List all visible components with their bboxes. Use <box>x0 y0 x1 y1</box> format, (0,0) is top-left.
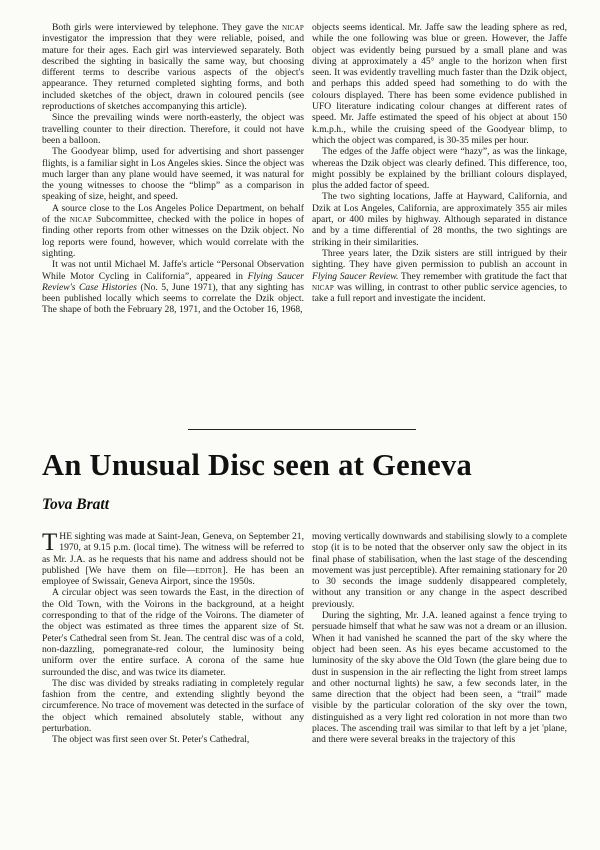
first-word: HE <box>59 531 73 542</box>
article-title: An Unusual Disc seen at Geneva <box>42 448 473 482</box>
paragraph <box>42 112 304 146</box>
paragraph-text: The object was first seen over St. Peter's Cathedral, <box>52 734 250 746</box>
paragraph <box>42 259 304 315</box>
italic-title: Flying Saucer Review. <box>312 270 399 282</box>
paragraph <box>42 587 304 677</box>
paragraph <box>312 531 567 610</box>
paragraph-text: A source close to the Los Angeles Police Department, on behalf of the <box>42 202 304 226</box>
editor-mark: editor <box>195 564 223 576</box>
paragraph <box>42 734 304 745</box>
paragraph-text: The Goodyear blimp, used for advertising and short passenger flights, is a familiar sight in Los Angeles skies. Since the object was much larger than any plane would have seemed, it was natural for the young witnesses to choose the “blimp” as a comparison in speaking of size, height, and speed. <box>42 146 304 203</box>
paragraph-text: investigator the impression that they were reliable, poised, and mature for their ages. Each girl was interviewed separately. Both described the sighting in basically the same way, but choosing different terms to describe various aspects of the object's appearance. They returned completed sighting forms, and both included sketches of the object, drawn in coloured pencils (see reproductions of sketches accompanying this article). <box>42 33 304 113</box>
paragraph <box>312 191 567 247</box>
paragraph-text: objects seems identical. Mr. Jaffe saw the leading sphere as red, while the one following was blue or green. However, the Jaffe object was evidently being pursued by a small plane and was diving at approximately a 45° angle to the horizon when first seen. It was evidently travelling much faster than the Dzik object, and perhaps this added speed had something to do with the colours displayed. There has been some evidence published in UFO literature indicating colour changes at different rates of speed. Mr. Jaffe estimated the speed of his object at about 150 k.m.p.h., while the cruising speed of the Goodyear blimp, to which the object was compared, is 30-35 miles per hour. <box>312 22 567 146</box>
top-right-column <box>312 22 567 304</box>
paragraph <box>312 248 567 304</box>
top-left-column <box>42 22 304 316</box>
paragraph-text: Three years later, the Dzik sisters are still intrigued by their sighting. They have given permission to publish an account in <box>312 247 567 271</box>
small-caps-text: nicap <box>281 22 304 33</box>
article-left-column <box>42 531 304 746</box>
paragraph-text: During the sighting, Mr. J.A. leaned against a fence trying to persuade himself that what he saw was not a dream or an illusion. When it had vanished he scanned the part of the sky where the object had been seen. As his eyes became accustomed to the luminosity of the sky above the Old Town (the glare being due to dust in suspension in the air reflecting the light from street lamps and other nocturnal lights) he saw, a few seconds later, in the same direction that the object had been seen, a “trail” made visible by the particular coloration of the sky over the town, distinguished as a very light red coloration in not more than two places. The ascending trail was similar to that left by a jet 'plane, and there were several breaks in the trajectory of this <box>312 610 567 746</box>
paragraph-text: The two sighting locations, Jaffe at Hayward, California, and Dzik at Los Angeles, California, are approximately 355 air miles apart, or 400 miles by highway. Although separated in distance and by a time differential of 28 months, the two sightings are striking in their similarities. <box>312 191 567 248</box>
paragraph <box>312 146 567 191</box>
paragraph-text: sighting was made at Saint-Jean, Geneva, on September 21, 1970, at 9.15 p.m. (local time). The witness will be referred to as Mr. J.A. as he requests that his name and address should not be published [We have them on file— <box>42 531 304 576</box>
paragraph-text: (No. 5, June 1971), that any sighting has been published locally which seems to correlate the Dzik object. The shape of both the February 28, 1971, and the October 16, 1968, <box>42 281 304 316</box>
paragraph-text: The edges of the Jaffe object were “hazy”, as was the linkage, whereas the Dzik object was clearly defined. This difference, too, might possibly be explained by the brilliant colours displayed, plus the added factor of speed. <box>312 146 567 192</box>
paragraph-text: was willing, in contrast to other public service agencies, to take a full report and investigate the incident. <box>312 281 567 305</box>
article-first-paragraph <box>42 531 304 587</box>
small-caps-text: nicap <box>312 281 335 293</box>
paragraph-text: Since the prevailing winds were north-easterly, the object was travelling counter to their direction. Therefore, it could not have been a balloon. <box>42 112 304 146</box>
paragraph-text: The disc was divided by streaks radiating in completely regular fashion from the centre, and extending slightly beyond the circumference. No trace of movement was detected in the surface of the object which remained absolutely stable, without any perturbation. <box>42 677 304 735</box>
article-right-column <box>312 531 567 746</box>
paragraph-text: They remember with gratitude the fact that <box>398 270 567 282</box>
paragraph <box>312 610 567 746</box>
paragraph <box>42 22 304 112</box>
paragraph-text: Subcommittee, checked with the police in hopes of finding other reports from other witnesses on the Dzik object. No log reports were found, however, which would correlate with the sighting. <box>42 214 304 259</box>
paragraph <box>42 203 304 259</box>
small-caps-text: nicap <box>69 214 92 226</box>
paragraph-text: ]. He has been an employee of Swissair, Geneva Airport, since the 1950s. <box>42 564 304 588</box>
paragraph <box>42 146 304 202</box>
article-author: Tova Bratt <box>42 496 110 513</box>
section-divider <box>188 429 416 430</box>
paragraph-text: It was not until Michael M. Jaffe's article “Personal Observation While Motor Cycling in California”, appeared in <box>42 259 304 282</box>
paragraph-text: Both girls were interviewed by telephone. They gave the <box>52 22 282 33</box>
italic-title: Flying Saucer Review's Case Histories <box>42 270 304 293</box>
paragraph <box>312 22 567 146</box>
paragraph <box>42 678 304 734</box>
drop-cap: T <box>42 529 58 556</box>
paragraph-text: moving vertically downwards and stabilising slowly to a complete stop (it is to be noted that the observer only saw the object in its final phase of stabilisation, when the last stage of the descending movement was just perceptible). After remaining stationary for 20 to 30 seconds the image suddenly disappeared completely, without any transition or any change in the aspect described previously. <box>312 531 567 610</box>
paragraph-text: A circular object was seen towards the East, in the direction of the Old Town, with the Voirons in the background, at a height corresponding to that of the ridge of the Voirons. The diameter of the object was estimated as three times the apparent size of St. Peter's Cathedral seen from St. Jean. The central disc was of a cold, non-dazzling, pomegranate-red colour, the luminosity being uniform over the entire surface. A corona of the same hue surrounded the disc, and was twice its diameter. <box>42 587 304 678</box>
